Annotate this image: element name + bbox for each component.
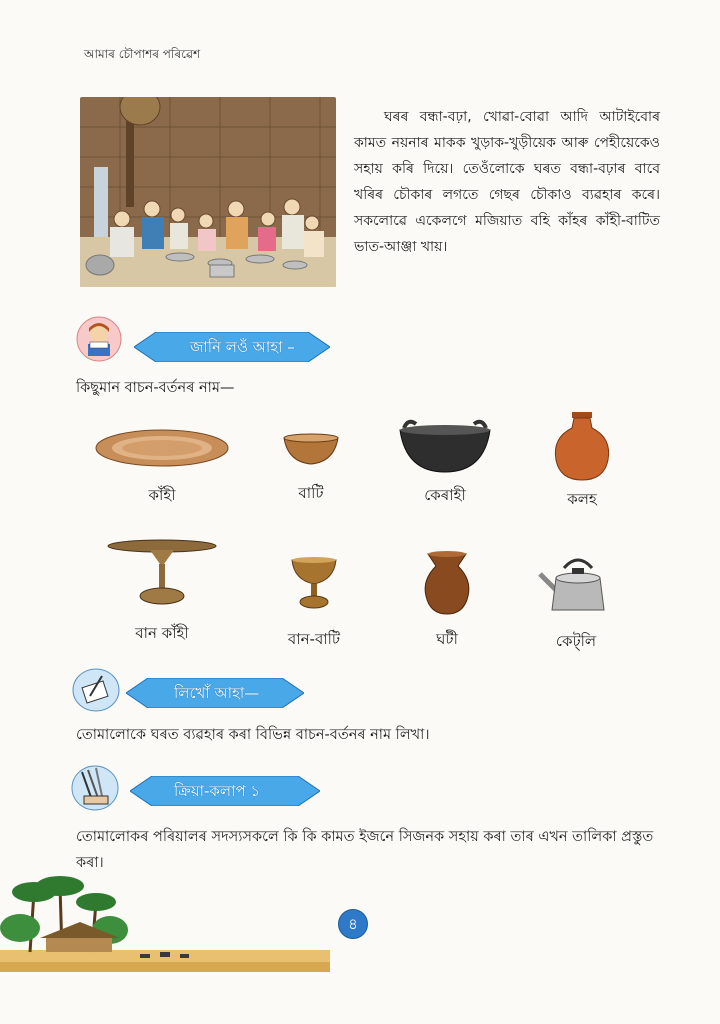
pot-icon (548, 410, 616, 482)
wok-icon (392, 416, 498, 474)
pedestal-bowl-icon (284, 556, 344, 610)
village-landscape-illustration (0, 872, 330, 972)
vessel-item (106, 538, 218, 647)
vessel-name: কাঁহী (148, 486, 176, 504)
activity-tools-icon (70, 762, 120, 812)
vessel-name: কলহ (567, 490, 597, 508)
bowl-icon (276, 432, 346, 468)
reading-boy-icon (76, 316, 122, 362)
write-banner-label: লিখোঁ আহা— (174, 684, 260, 702)
vessel-name: বান-বাটি (287, 630, 341, 648)
write-instruction: তোমালোকে ঘৰত ব্যৱহাৰ কৰা বিভিন্ন বাচন-বৰ্তনৰ নাম লিখা। (76, 727, 430, 743)
know-banner (134, 332, 330, 362)
kettle-icon (534, 554, 618, 614)
ghoti-vessel-icon (418, 550, 476, 616)
vessel-name: বাটি (298, 484, 324, 502)
know-banner-label: জানি লওঁ আহা – (190, 338, 295, 356)
vessel-item (418, 550, 476, 653)
family-eating-illustration (80, 97, 336, 287)
vessel-item (276, 432, 346, 507)
vessel-item (534, 554, 618, 655)
vessel-item (92, 426, 232, 509)
vessel-name: ঘটী (436, 630, 458, 648)
write-banner (126, 678, 304, 708)
page-number-badge: ৪ (338, 909, 368, 939)
page-header: আমাৰ চৌপাশৰ পৰিৱেশ (84, 47, 201, 61)
writing-icon (72, 668, 120, 712)
pedestal-plate-icon (106, 538, 218, 608)
plate-icon (92, 426, 232, 470)
vessel-name: কেট্‌লি (555, 632, 597, 650)
vessels-subtitle: কিছুমান বাচন-বৰ্তনৰ নাম— (76, 380, 235, 396)
activity-instruction: তোমালোকৰ পৰিয়ালৰ সদস্যসকলে কি কি কামত ইজনে সিজনক সহায় কৰা তাৰ এখন তালিকা প্ৰস্তুত কৰা। (76, 829, 654, 871)
activity-banner-label: ক্ৰিয়া-কলাপ ১ (174, 782, 261, 800)
intro-paragraph: ঘৰৰ বন্ধা-বঢ়া, খোৱা-বোৱা আদি আটাইবোৰ কামত নয়নাৰ মাকক খুড়াক-খুড়ীয়েক আৰু পেহীয়েকেও সহায় কৰি দিয়ে। তেওঁলোকে ঘৰত বন্ধা-বঢ়াৰ বাবে খৰিৰ চৌকাৰ লগতে গেছৰ চৌকাও ব্যৱহাৰ কৰে। সকলোৱে একেলগে মজিয়াত বহি কাঁহৰ কাঁহী-বাটিত ভাত-আঞ্জা খায়। (354, 109, 660, 255)
vessel-name: বান কাঁহী (135, 624, 189, 642)
vessel-name: কেৰাহী (424, 486, 466, 504)
activity-banner (130, 776, 320, 806)
vessel-item (548, 410, 616, 513)
vessel-item (392, 416, 498, 509)
vessel-item (284, 556, 344, 653)
